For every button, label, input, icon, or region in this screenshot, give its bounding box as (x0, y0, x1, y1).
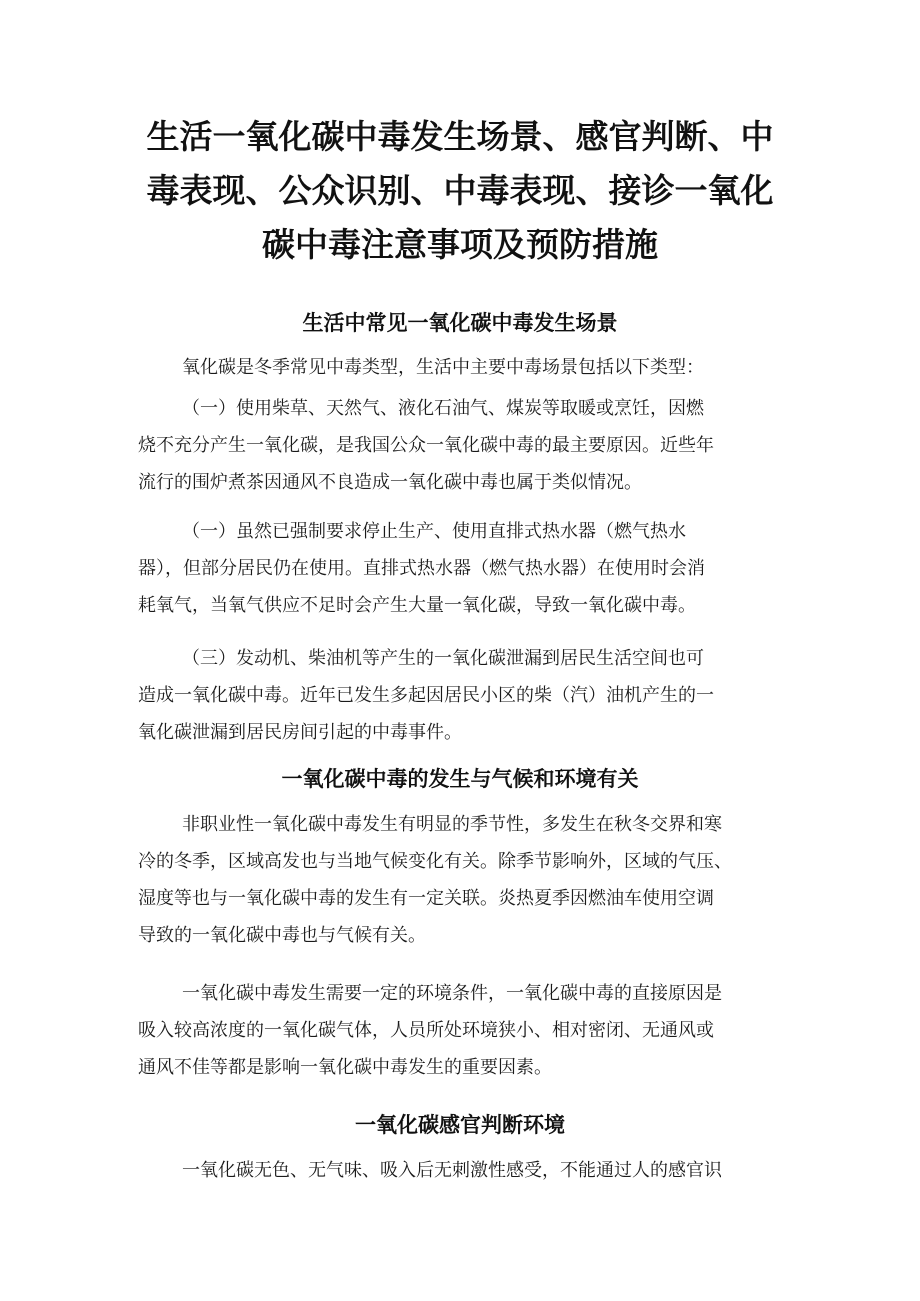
paragraph-line: 通风不佳等都是影响一氧化碳中毒发生的重要因素。 (138, 1057, 552, 1078)
paragraph-seasonality (138, 806, 788, 954)
paragraph-line: 湿度等也与一氧化碳中毒的发生有一定关联。炎热夏季因燃油车使用空调 (138, 888, 714, 909)
paragraph-line: 导致的一氧化碳中毒也与气候有关。 (138, 925, 426, 946)
paragraph-line: 冷的冬季，区域高发也与当地气候变化有关。除季节影响外，区域的气压、 (138, 851, 732, 872)
paragraph-item-3 (138, 640, 788, 751)
paragraph-line: 非职业性一氧化碳中毒发生有明显的季节性，多发生在秋冬交界和寒 (182, 814, 722, 835)
paragraph-line: 氧化碳是冬季常见中毒类型，生活中主要中毒场景包括以下类型： (182, 357, 704, 378)
document-title (120, 110, 800, 272)
section-heading-scenarios: 生活中常见一氧化碳中毒发生场景 (302, 311, 618, 335)
paragraph-line: （一）使用柴草、天然气、液化石油气、煤炭等取暖或烹饪，因燃 (182, 398, 704, 419)
title-line: 生活一氧化碳中毒发生场景、感官判断、中 (146, 117, 774, 156)
paragraph-environment (138, 975, 788, 1086)
paragraph-line: （三）发动机、柴油机等产生的一氧化碳泄漏到居民生活空间也可 (182, 648, 704, 669)
paragraph-line: 造成一氧化碳中毒。近年已发生多起因居民小区的柴（汽）油机产生的一 (138, 685, 714, 706)
paragraph-item-2 (138, 513, 788, 624)
paragraph-line: 氧化碳泄漏到居民房间引起的中毒事件。 (138, 722, 462, 743)
section-heading-climate: 一氧化碳中毒的发生与气候和环境有关 (281, 767, 639, 791)
paragraph-intro (138, 349, 788, 386)
paragraph-line: 烧不充分产生一氧化碳，是我国公众一氧化碳中毒的最主要原因。近些年 (138, 435, 714, 456)
paragraph-sensory (138, 1152, 788, 1189)
paragraph-item-1 (138, 390, 788, 501)
title-line: 毒表现、公众识别、中毒表现、接诊一氧化 (146, 171, 774, 210)
paragraph-line: 吸入较高浓度的一氧化碳气体，人员所处环境狭小、相对密闭、无通风或 (138, 1020, 714, 1041)
paragraph-line: 器），但部分居民仍在使用。直排式热水器（燃气热水器）在使用时会消 (138, 558, 705, 579)
paragraph-line: 一氧化碳中毒发生需要一定的环境条件，一氧化碳中毒的直接原因是 (182, 983, 722, 1004)
paragraph-line: 一氧化碳无色、无气味、吸入后无刺激性感受，不能通过人的感官识 (182, 1160, 722, 1181)
paragraph-line: （一）虽然已强制要求停止生产、使用直排式热水器（燃气热水 (182, 521, 686, 542)
title-line: 碳中毒注意事项及预防措施 (262, 225, 658, 264)
section-heading-sensory: 一氧化碳感官判断环境 (355, 1113, 565, 1137)
paragraph-line: 耗氧气，当氧气供应不足时会产生大量一氧化碳，导致一氧化碳中毒。 (138, 595, 696, 616)
paragraph-line: 流行的围炉煮茶因通风不良造成一氧化碳中毒也属于类似情况。 (138, 472, 642, 493)
